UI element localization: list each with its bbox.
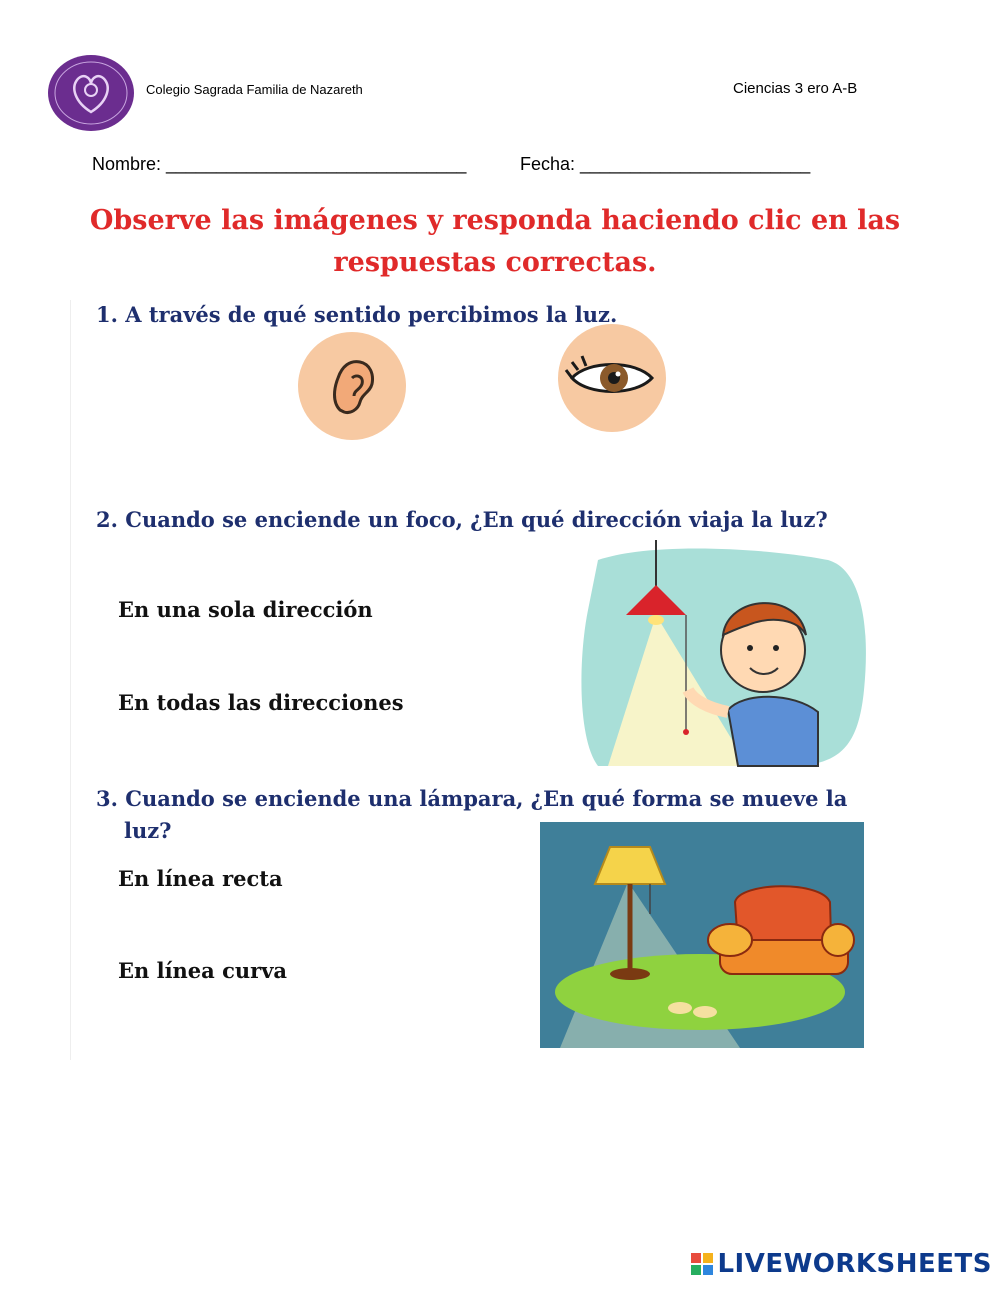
question-1: 1. A través de qué sentido percibimos la luz. (96, 302, 618, 327)
boy-lightbulb-illustration (578, 540, 870, 770)
question-2: 2. Cuando se enciende un foco, ¿En qué dirección viaja la luz? (96, 507, 828, 532)
instructions-title (60, 200, 930, 284)
question-3-line-2: luz? (124, 818, 172, 843)
instructions-line-1: Observe las imágenes y responda haciendo clic en las (89, 205, 901, 236)
instructions-line-2: respuestas correctas. (333, 247, 657, 278)
question-3-line-1: 3. Cuando se enciende una lámpara, ¿En qué forma se mueve la (96, 786, 848, 811)
page-margin-line (70, 300, 71, 1060)
lamp-armchair-illustration (540, 822, 864, 1048)
liveworksheets-brand[interactable] (691, 1249, 992, 1279)
brand-text: LIVEWORKSHEETS (717, 1249, 992, 1279)
q3-option-straight-line[interactable]: En línea recta (118, 866, 283, 891)
ear-icon (298, 332, 406, 440)
course-label: Ciencias 3 ero A-B (733, 80, 858, 97)
eye-option[interactable] (558, 324, 666, 432)
q2-option-all-directions[interactable]: En todas las direcciones (118, 690, 404, 715)
q2-option-one-direction[interactable]: En una sola dirección (118, 597, 373, 622)
liveworksheets-logo-icon (691, 1253, 713, 1275)
name-field[interactable]: Nombre: ______________________________ (92, 154, 467, 174)
ear-option[interactable] (298, 332, 406, 440)
date-field[interactable]: Fecha: _______________________ (520, 154, 811, 174)
school-logo (47, 54, 135, 132)
q3-option-curved-line[interactable]: En línea curva (118, 958, 288, 983)
eye-icon (558, 324, 666, 432)
school-name: Colegio Sagrada Familia de Nazareth (146, 82, 363, 97)
